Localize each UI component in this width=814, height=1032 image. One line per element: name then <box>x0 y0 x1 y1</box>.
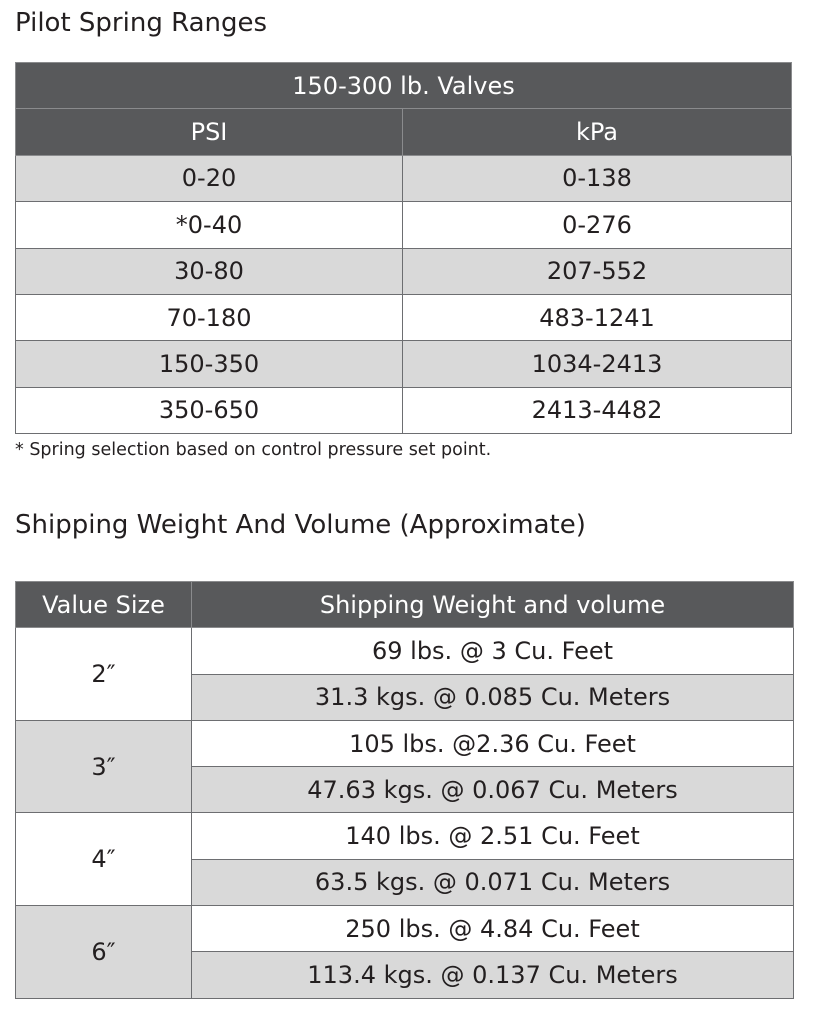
psi-cell: 150-350 <box>16 341 403 387</box>
table-row <box>16 906 794 952</box>
kpa-cell: 0-138 <box>403 155 792 201</box>
metric-weight-cell: 113.4 kgs. @ 0.137 Cu. Meters <box>192 952 794 998</box>
column-header-shipping-weight: Shipping Weight and volume <box>192 582 794 628</box>
psi-cell: 70-180 <box>16 294 403 340</box>
table-title: 150-300 lb. Valves <box>16 63 792 109</box>
psi-cell: 350-650 <box>16 387 403 433</box>
pilot-spring-ranges-table <box>15 62 792 434</box>
metric-weight-cell: 63.5 kgs. @ 0.071 Cu. Meters <box>192 859 794 905</box>
kpa-cell: 207-552 <box>403 248 792 294</box>
value-size-cell: 2″ <box>16 628 192 721</box>
table-row <box>16 155 792 201</box>
table-row <box>16 387 792 433</box>
imperial-weight-cell: 250 lbs. @ 4.84 Cu. Feet <box>192 906 794 952</box>
metric-weight-cell: 47.63 kgs. @ 0.067 Cu. Meters <box>192 767 794 813</box>
kpa-cell: 0-276 <box>403 202 792 248</box>
kpa-cell: 1034-2413 <box>403 341 792 387</box>
imperial-weight-cell: 105 lbs. @2.36 Cu. Feet <box>192 720 794 766</box>
table-row <box>16 720 794 766</box>
metric-weight-cell: 31.3 kgs. @ 0.085 Cu. Meters <box>192 674 794 720</box>
imperial-weight-cell: 140 lbs. @ 2.51 Cu. Feet <box>192 813 794 859</box>
psi-cell: 0-20 <box>16 155 403 201</box>
shipping-weight-title: Shipping Weight And Volume (Approximate) <box>15 510 586 540</box>
column-header-value-size: Value Size <box>16 582 192 628</box>
footnote: * Spring selection based on control pressure set point. <box>15 440 492 460</box>
pilot-spring-ranges-title: Pilot Spring Ranges <box>15 8 268 38</box>
table-row <box>16 248 792 294</box>
table-row <box>16 628 794 674</box>
value-size-cell: 3″ <box>16 720 192 813</box>
shipping-weight-table <box>15 581 794 999</box>
kpa-cell: 483-1241 <box>403 294 792 340</box>
column-header-psi: PSI <box>16 109 403 155</box>
table-row <box>16 813 794 859</box>
table-row <box>16 341 792 387</box>
value-size-cell: 6″ <box>16 906 192 999</box>
column-header-kpa: kPa <box>403 109 792 155</box>
psi-cell: 30-80 <box>16 248 403 294</box>
value-size-cell: 4″ <box>16 813 192 906</box>
kpa-cell: 2413-4482 <box>403 387 792 433</box>
table-row <box>16 294 792 340</box>
psi-cell: *0-40 <box>16 202 403 248</box>
imperial-weight-cell: 69 lbs. @ 3 Cu. Feet <box>192 628 794 674</box>
table-row <box>16 202 792 248</box>
